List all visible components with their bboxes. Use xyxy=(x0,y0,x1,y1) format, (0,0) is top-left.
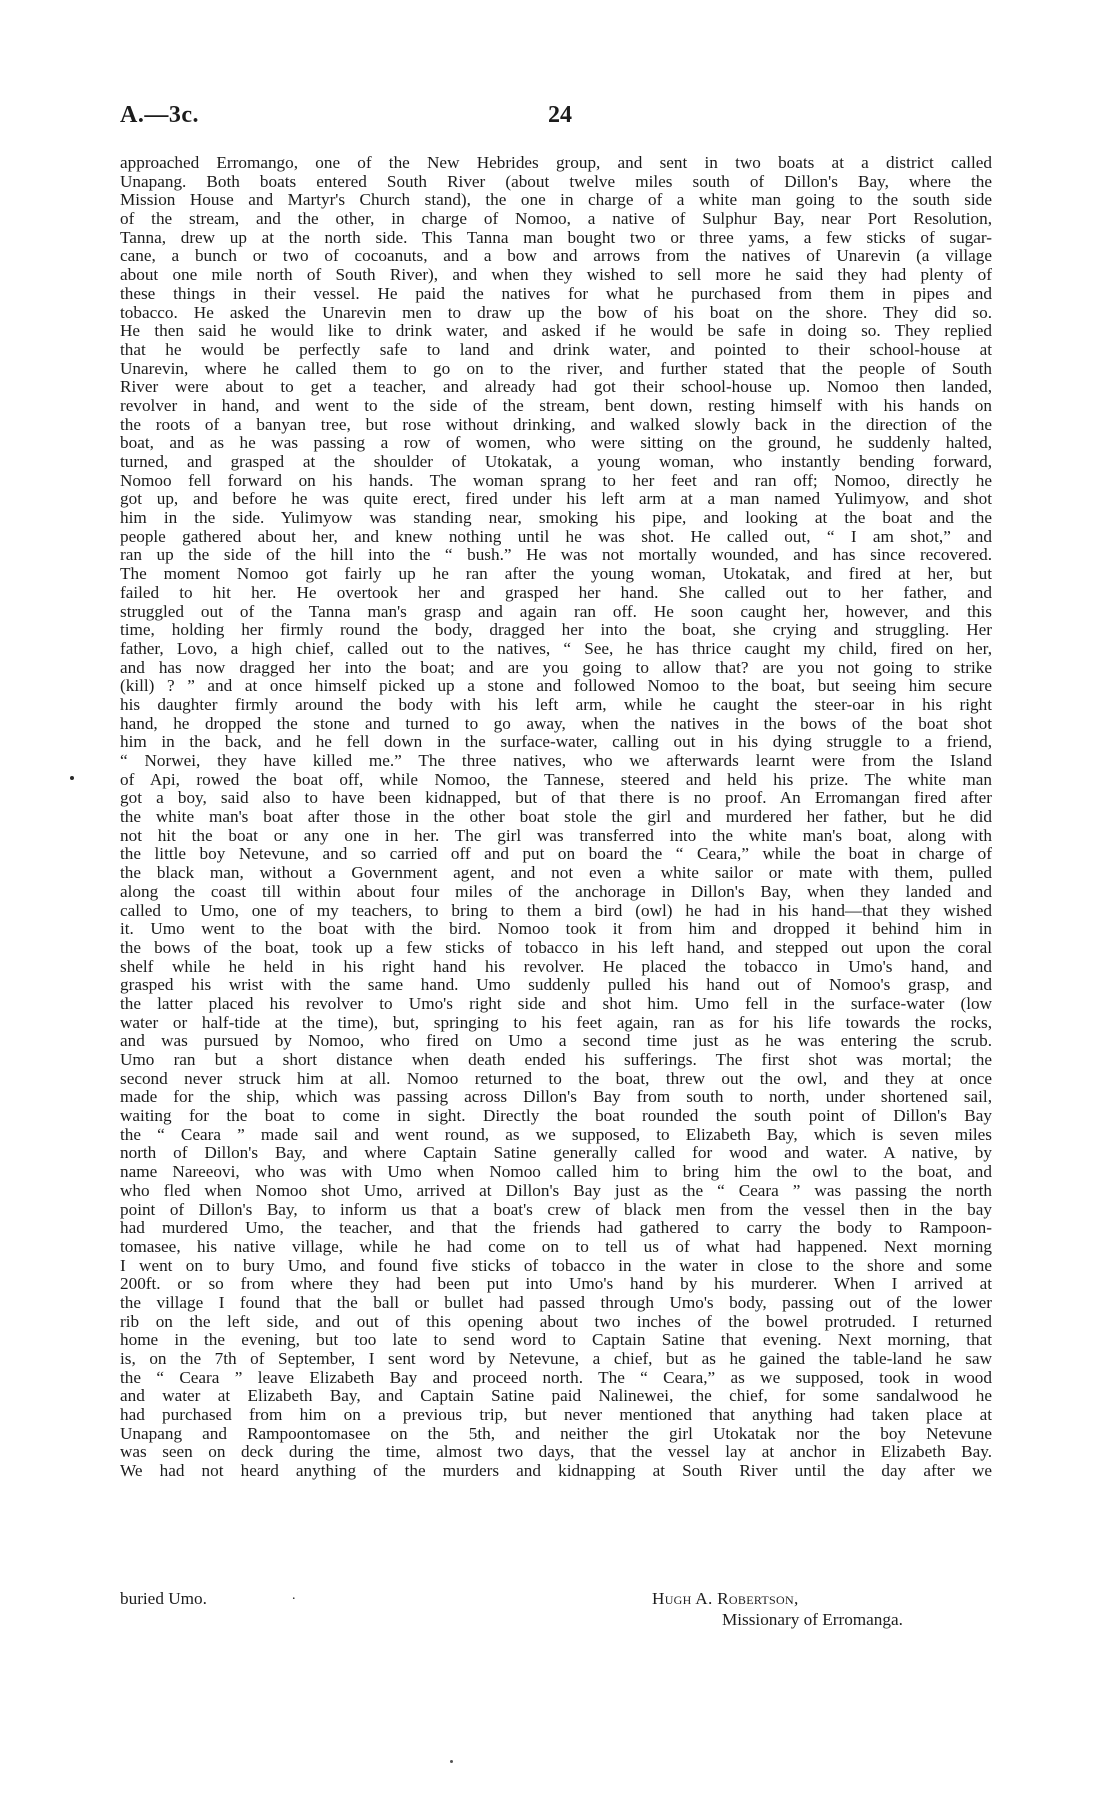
body-line: made for the ship, which was passing across Dillon's Bay from south to north, under shortened sail, xyxy=(120,1088,992,1107)
body-line: hand, he dropped the stone and turned to go away, when the natives in the bows of the boat shot xyxy=(120,714,992,733)
body-line: name Nareeovi, who was with Umo when Nomoo called him to bring him the owl to the boat, and xyxy=(120,1163,992,1182)
body-line: Umo ran but a short distance when death ended his sufferings. The first shot was mortal; the xyxy=(120,1051,992,1069)
body-line: the latter placed his revolver to Umo's right side and shot him. Umo fell in the surface-water (low xyxy=(120,994,992,1013)
body-line: ran up the side of the hill into the “ bush.” He was not mortally wounded, and has since recovered. xyxy=(120,546,992,565)
body-line: revolver in hand, and went to the side of the stream, bent down, resting himself with his hands on xyxy=(120,396,992,415)
body-line: time, holding her firmly round the body, dragged her into the boat, she crying and struggling. Her xyxy=(120,621,992,640)
body-line: The moment Nomoo got fairly up he ran after the young woman, Utokatak, and fired at her, but xyxy=(120,565,992,584)
body-line: grasped his wrist with the same hand. Umo suddenly pulled his hand out of Nomoo's grasp, and xyxy=(120,976,992,995)
body-line: I went on to bury Umo, and found five sticks of tobacco in the water in close to the shore and some xyxy=(120,1256,992,1275)
body-line: the little boy Netevune, and so carried off and put on board the “ Ceara,” while the boat in charge of xyxy=(120,845,992,864)
body-line: waiting for the boat to come in sight. Directly the boat rounded the south point of Dillon's Bay xyxy=(120,1107,992,1126)
body-line: was seen on deck during the time, almost two days, that the vessel lay at anchor in Elizabeth Bay. xyxy=(120,1443,992,1462)
body-line: shelf while he held in his right hand his revolver. He placed the tobacco in Umo's hand, and xyxy=(120,957,992,976)
margin-mark xyxy=(70,776,74,780)
body-line: cane, a bunch or two of cocoanuts, and a bow and arrows from the natives of Unarevin (a village xyxy=(120,247,992,266)
body-line: the roots of a banyan tree, but rose without drinking, and walked slowly back in the direction of the xyxy=(120,415,992,434)
body-line: it. Umo went to the boat with the bird. Nomoo took it from him and dropped it behind him in xyxy=(120,920,992,939)
body-line: the “ Ceara ” leave Elizabeth Bay and proceed north. The “ Ceara,” as we supposed, took in wood xyxy=(120,1368,992,1387)
body-line: him in the side. Yulimyow was standing near, smoking his pipe, and looking at the boat and the xyxy=(120,509,992,528)
body-line: got a boy, said also to have been kidnapped, but of that there is no proof. An Erromangan fired after xyxy=(120,789,992,808)
body-line: of Api, rowed the boat off, while Nomoo, the Tannese, steered and held his prize. The white man xyxy=(120,770,992,789)
body-line: got up, and before he was quite erect, fired under his left arm at a man named Yulimyow, and shot xyxy=(120,490,992,509)
body-line: father, Lovo, a high chief, called out to the natives, “ See, he has thrice caught my child, fired on her, xyxy=(120,639,992,658)
body-line: and water at Elizabeth Bay, and Captain Satine paid Nalinewei, the chief, for some sandalwood he xyxy=(120,1387,992,1406)
body-line: called to Umo, one of my teachers, to bring to them a bird (owl) he had in his hand—that they wished xyxy=(120,901,992,920)
signature-block xyxy=(120,1588,992,1629)
body-line: the white man's boat after those in the other boat stole the girl and murdered her father, but he did xyxy=(120,808,992,827)
body-line: 200ft. or so from where they had been put into Umo's hand by his murderer. When I arrived at xyxy=(120,1275,992,1294)
body-line: struggled out of the Tanna man's grasp and again ran off. He soon caught her, however, and this xyxy=(120,602,992,621)
body-line: of the stream, and the other, in charge of Nomoo, a native of Sulphur Bay, near Port Resolution, xyxy=(120,210,992,229)
signatory-name: Hugh A. Robertson, xyxy=(652,1589,799,1608)
body-line: north of Dillon's Bay, and where Captain Satine generally called for wood and water. A native, by xyxy=(120,1144,992,1163)
body-line: his daughter firmly around the body with his left arm, while he caught the steer-oar in his right xyxy=(120,695,992,714)
body-line: people gathered about her, and knew nothing until he was shot. He called out, “ I am shot,” and xyxy=(120,527,992,546)
body-line: home in the evening, but too late to send word to Captain Satine that evening. Next morning, that xyxy=(120,1331,992,1350)
stray-mark xyxy=(450,1760,453,1763)
body-line: rib on the left side, and out of this opening about two inches of the bowel protruded. I returned xyxy=(120,1312,992,1331)
body-line: and has now dragged her into the boat; and are you going to allow that? are you not going to strike xyxy=(120,658,992,677)
body-line: the village I found that the ball or bullet had passed through Umo's body, passing out of the lower xyxy=(120,1293,992,1312)
closing-words: buried Umo. xyxy=(120,1589,207,1608)
body-line: Tanna, drew up at the north side. This Tanna man bought two or three yams, a few sticks of sugar- xyxy=(120,228,992,247)
page-header xyxy=(120,102,990,136)
body-line: second never struck him at all. Nomoo returned to the boat, threw out the owl, and they at once xyxy=(120,1069,992,1088)
body-line: boat, and as he was passing a row of women, who were sitting on the ground, he suddenly halted, xyxy=(120,434,992,453)
body-line: approached Erromango, one of the New Hebrides group, and sent in two boats at a district called xyxy=(120,154,992,172)
body-line: along the coast till within about four miles of the anchorage in Dillon's Bay, when they landed and xyxy=(120,882,992,901)
body-line: River were about to get a teacher, and already had got their school-house up. Nomoo then landed, xyxy=(120,378,992,397)
body-line: about one mile north of South River), and when they wished to sell more he said they had plenty of xyxy=(120,266,992,285)
body-line: “ Norwei, they have killed me.” The three natives, who we afterwards learnt were from the Island xyxy=(120,752,992,770)
body-line: not hit the boat or any one in her. The girl was transferred into the white man's boat, along with xyxy=(120,826,992,845)
body-line: who fled when Nomoo shot Umo, arrived at Dillon's Bay just as the “ Ceara ” was passing the north xyxy=(120,1181,992,1200)
document-reference: A.—3c. xyxy=(120,102,199,128)
body-line: (kill) ? ” and at once himself picked up a stone and followed Nomoo to the boat, but seeing him secure xyxy=(120,677,992,696)
body-line: the “ Ceara ” made sail and went round, as we supposed, to Elizabeth Bay, which is seven miles xyxy=(120,1125,992,1144)
body-text xyxy=(120,154,992,1481)
body-line: the bows of the boat, took up a few sticks of tobacco in his left hand, and stepped out upon the coral xyxy=(120,938,992,957)
body-line: We had not heard anything of the murders and kidnapping at South River until the day after we xyxy=(120,1462,992,1481)
body-line: these things in their vessel. He paid the natives for what he purchased from them in pipes and xyxy=(120,284,992,303)
body-line: Nomoo fell forward on his hands. The woman sprang to her feet and ran off; Nomoo, directly he xyxy=(120,471,992,490)
body-line: He then said he would like to drink water, and asked if he would be safe in doing so. They replied xyxy=(120,322,992,341)
body-line: that he would be perfectly safe to land and drink water, and pointed to their school-house at xyxy=(120,340,992,359)
body-line: the black man, without a Government agent, and not even a white sailor or mate with them, pulled xyxy=(120,864,992,883)
body-line: failed to hit her. He overtook her and grasped her hand. She called out to her father, and xyxy=(120,583,992,602)
body-line: had murdered Umo, the teacher, and that the friends had gathered to carry the body to Rampoon- xyxy=(120,1219,992,1238)
signatory-title: Missionary of Erromanga. xyxy=(722,1610,903,1629)
body-line: him in the back, and he fell down in the surface-water, calling out in his dying struggle to a friend, xyxy=(120,733,992,752)
body-line: water or half-tide at the time), but, springing to his feet again, ran as for his life towards the rocks, xyxy=(120,1013,992,1032)
stray-dot: . xyxy=(292,1588,296,1603)
body-line: and was pursued by Nomoo, who fired on Umo a second time just as he was entering the scrub. xyxy=(120,1032,992,1051)
body-line: Unarevin, where he called them to go on to the river, and further stated that the people of South xyxy=(120,359,992,378)
body-line: turned, and grasped at the shoulder of Utokatak, a young woman, who instantly bending forward, xyxy=(120,453,992,471)
body-line: tobacco. He asked the Unarevin men to draw up the bow of his boat on the shore. They did so. xyxy=(120,303,992,322)
body-line: Unapang. Both boats entered South River (about twelve miles south of Dillon's Bay, where the xyxy=(120,172,992,191)
body-line: tomasee, his native village, while he had come on to tell us of what had happened. Next morning xyxy=(120,1237,992,1256)
body-line: Mission House and Martyr's Church stand), the one in charge of a white man going to the south side xyxy=(120,191,992,210)
body-line: point of Dillon's Bay, to inform us that a boat's crew of black men from the vessel then in the bay xyxy=(120,1200,992,1219)
body-line: had purchased from him on a previous trip, but never mentioned that anything had taken place at xyxy=(120,1406,992,1425)
body-line: Unapang and Rampoontomasee on the 5th, and neither the girl Utokatak nor the boy Netevune xyxy=(120,1424,992,1443)
page-number: 24 xyxy=(548,102,572,128)
body-line: is, on the 7th of September, I sent word by Netevune, a chief, but as he gained the table-land he saw xyxy=(120,1350,992,1368)
